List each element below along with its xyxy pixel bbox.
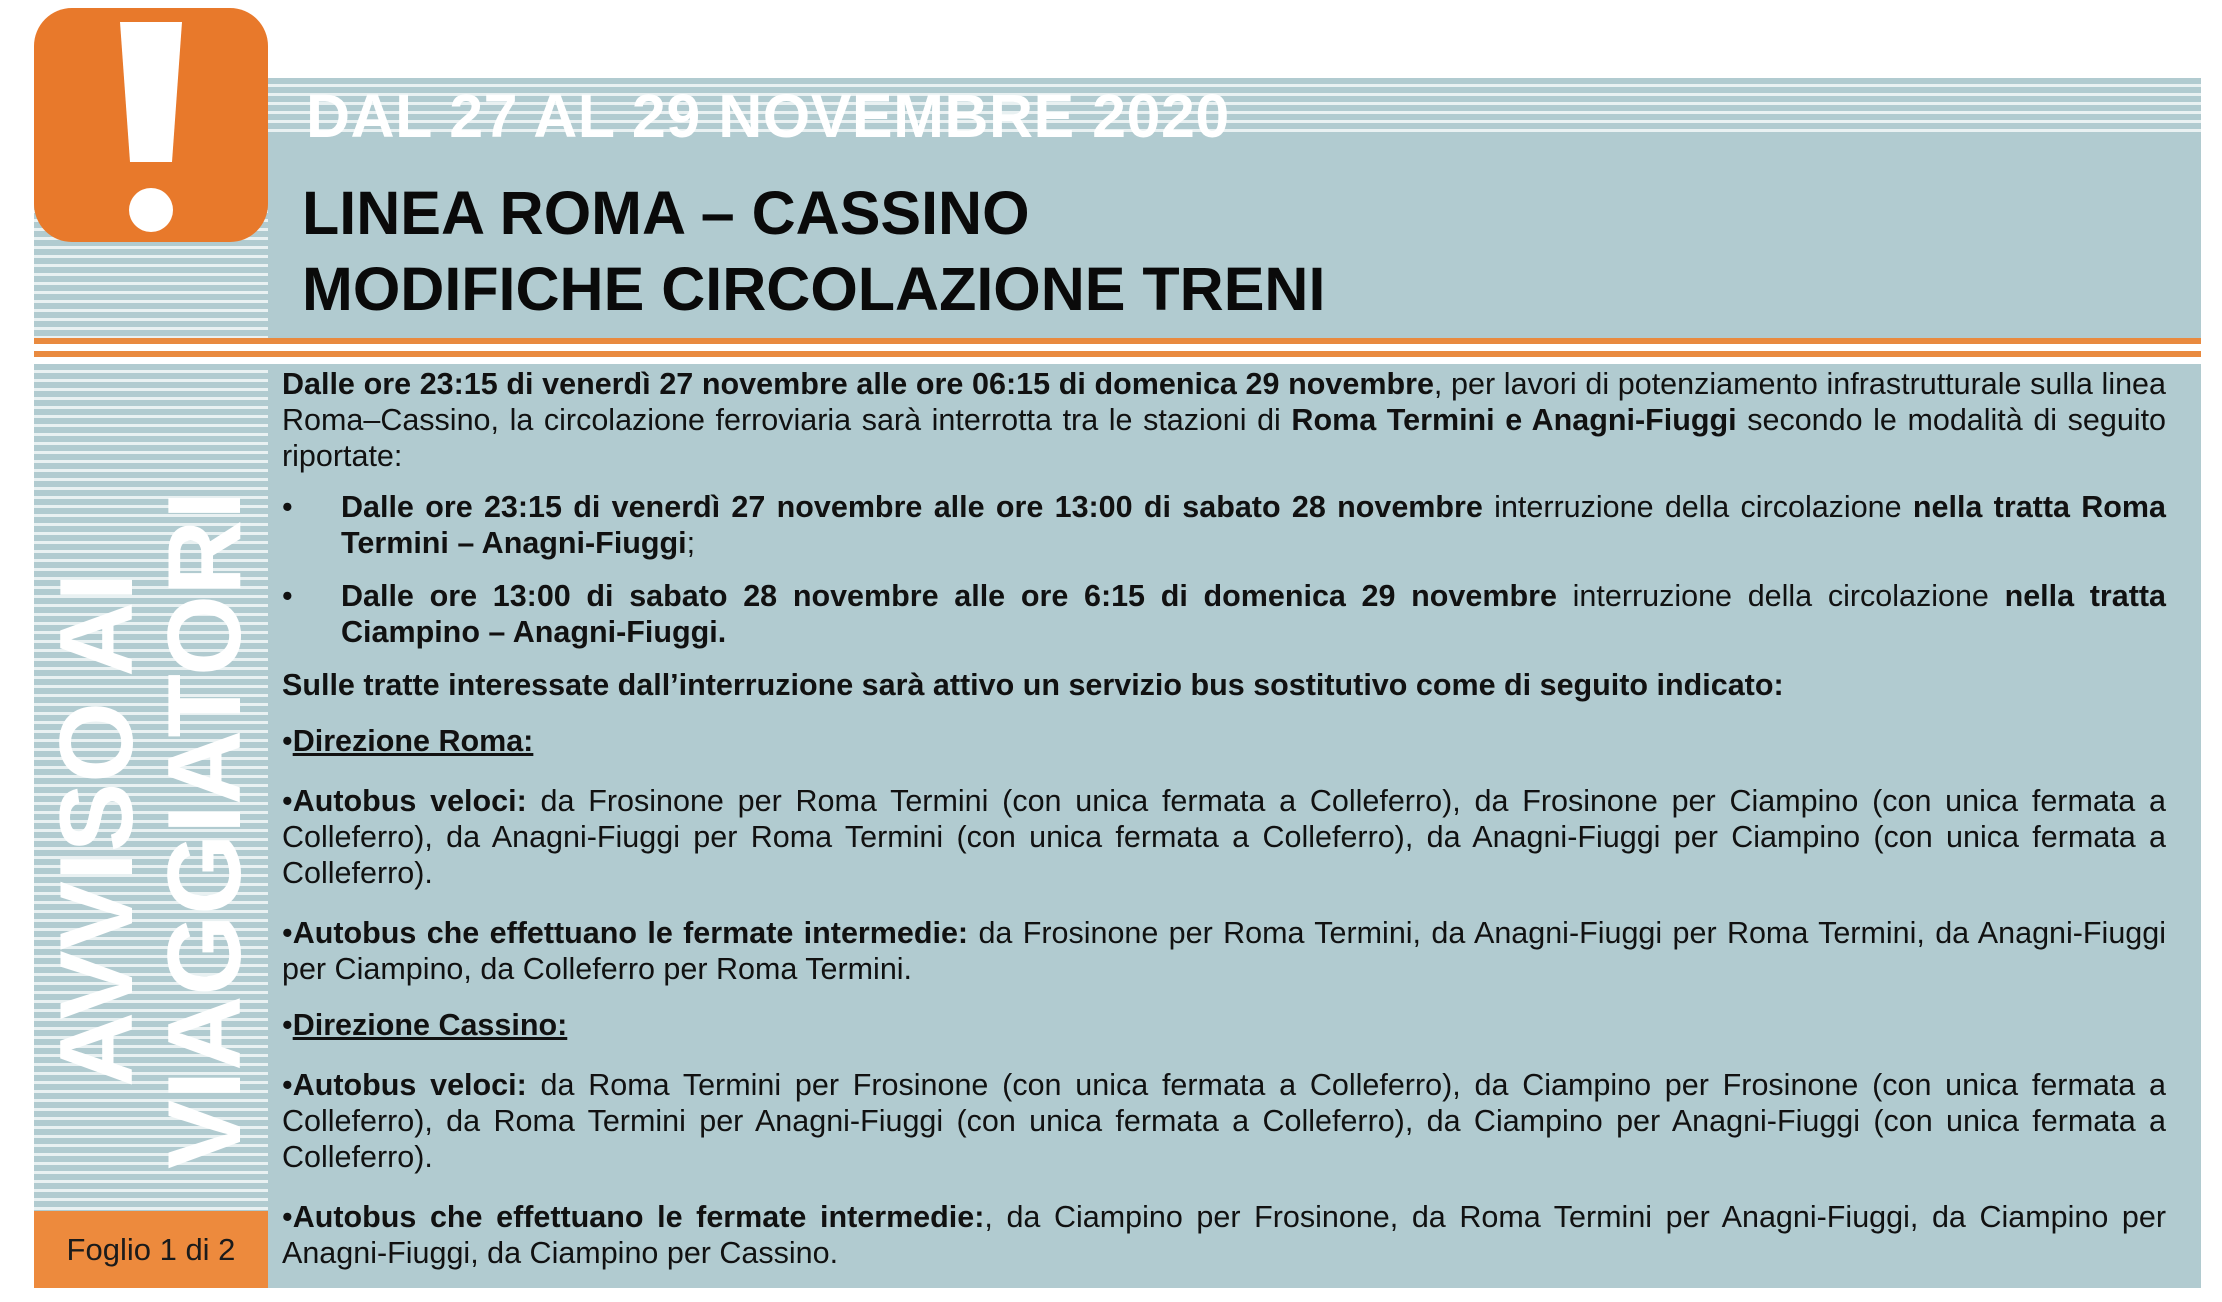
- bus-item: [282, 915, 2166, 987]
- notice-label-line-2: VIAGGIATORI: [147, 491, 263, 1169]
- page-title-line-1: LINEA ROMA – CASSINO: [302, 179, 1030, 247]
- bus-item-label: Autobus veloci:: [292, 784, 527, 818]
- page-title-line-2: MODIFICHE CIRCOLAZIONE TRENI: [302, 255, 1326, 323]
- intro-bold-dates: Dalle ore 23:15 di venerdì 27 novembre alle ore 06:15 di domenica 29 novembre: [282, 367, 1434, 401]
- item-bullet: •: [282, 1068, 293, 1102]
- item-bullet: •: [282, 784, 293, 818]
- list-item: [282, 489, 2166, 561]
- bullet-marker: •: [282, 579, 293, 613]
- section-heading-cassino: [282, 1007, 2166, 1043]
- section-bullet: •: [282, 724, 293, 758]
- bus-item: [282, 1199, 2166, 1271]
- date-heading: DAL 27 AL 29 NOVEMBRE 2020: [306, 82, 1230, 150]
- intro-text-1: , per lavori di potenziamento infrastrutturale sulla linea Roma–Cassino, la circolazione ferroviaria sarà interrotta tra le stazioni di: [282, 367, 2166, 437]
- item-bullet: •: [282, 1200, 293, 1234]
- section-heading-text: Direzione Cassino:: [292, 1008, 568, 1042]
- bus-intro-text: Sulle tratte interessate dall’interruzione sarà attivo un servizio bus sostitutivo come di seguito indicato:: [282, 668, 1784, 702]
- bus-intro: [282, 667, 2166, 703]
- bullet-marker: •: [282, 490, 293, 524]
- bullet-bold-section: nella tratta Ciampino – Anagni-Fiuggi.: [341, 579, 2167, 649]
- section-bullet: •: [282, 1008, 293, 1042]
- bus-item: [282, 1067, 2166, 1175]
- notice-label-line-1: AVVISO AI: [39, 572, 155, 1088]
- divider-bottom-line: [34, 351, 2201, 357]
- bus-item-label: Autobus che effettuano le fermate intermedie:: [292, 916, 969, 950]
- section-heading-text: Direzione Roma:: [292, 724, 534, 758]
- bullet-bold-dates: Dalle ore 23:15 di venerdì 27 novembre alle ore 13:00 di sabato 28 novembre: [341, 490, 1483, 524]
- divider-gap: [34, 344, 2201, 351]
- bullet-text: interruzione della circolazione: [1556, 579, 2005, 613]
- notice-body: [282, 366, 2166, 1271]
- sheet-number-label: Foglio 1 di 2: [66, 1232, 236, 1267]
- section-heading-roma: [282, 723, 2166, 759]
- exclamation-icon: [34, 8, 268, 242]
- bus-item-text: , da Ciampino per Frosinone, da Roma Termini per Anagni-Fiuggi, da Ciampino per Anagni-Fiuggi, da Ciampino per Cassino.: [282, 1200, 2166, 1270]
- item-bullet: •: [282, 916, 293, 950]
- bus-item-label: Autobus che effettuano le fermate intermedie:: [292, 1200, 985, 1234]
- bullet-bold-section: nella tratta Roma Termini – Anagni-Fiuggi: [341, 490, 2166, 560]
- bus-item-text: da Roma Termini per Frosinone (con unica fermata a Colleferro), da Ciampino per Frosinone (con unica fermata a Colleferro), da Roma Termini per Anagni-Fiuggi (con unica fermata a Colleferro), da Ciampino per Anagni-Fiuggi (con unica fermata a Colleferro).: [282, 1068, 2167, 1174]
- bus-item-text: da Frosinone per Roma Termini (con unica fermata a Colleferro), da Frosinone per Ciampino (con unica fermata a Colleferro), da Anagni-Fiuggi per Roma Termini (con unica fermata a Colleferro), da Anagni-Fiuggi per Ciampino (con unica fermata a Colleferro).: [282, 784, 2167, 890]
- bullet-text-end: ;: [686, 526, 696, 560]
- bullet-text: interruzione della circolazione: [1482, 490, 1913, 524]
- bullet-bold-dates: Dalle ore 13:00 di sabato 28 novembre alle ore 6:15 di domenica 29 novembre: [341, 579, 1557, 613]
- intro-paragraph: [282, 366, 2166, 474]
- list-item: [282, 578, 2166, 650]
- intro-text-2: secondo le modalità di seguito riportate:: [282, 403, 2166, 473]
- interruption-list: [282, 489, 2166, 650]
- bus-item: [282, 783, 2166, 891]
- notice-vertical-label: [39, 491, 263, 1169]
- bus-item-text: da Frosinone per Roma Termini, da Anagni-Fiuggi per Roma Termini, da Anagni-Fiuggi per Ciampino, da Colleferro per Roma Termini.: [282, 916, 2166, 986]
- intro-bold-stations: Roma Termini e Anagni-Fiuggi: [1291, 403, 1737, 437]
- bus-item-label: Autobus veloci:: [292, 1068, 527, 1102]
